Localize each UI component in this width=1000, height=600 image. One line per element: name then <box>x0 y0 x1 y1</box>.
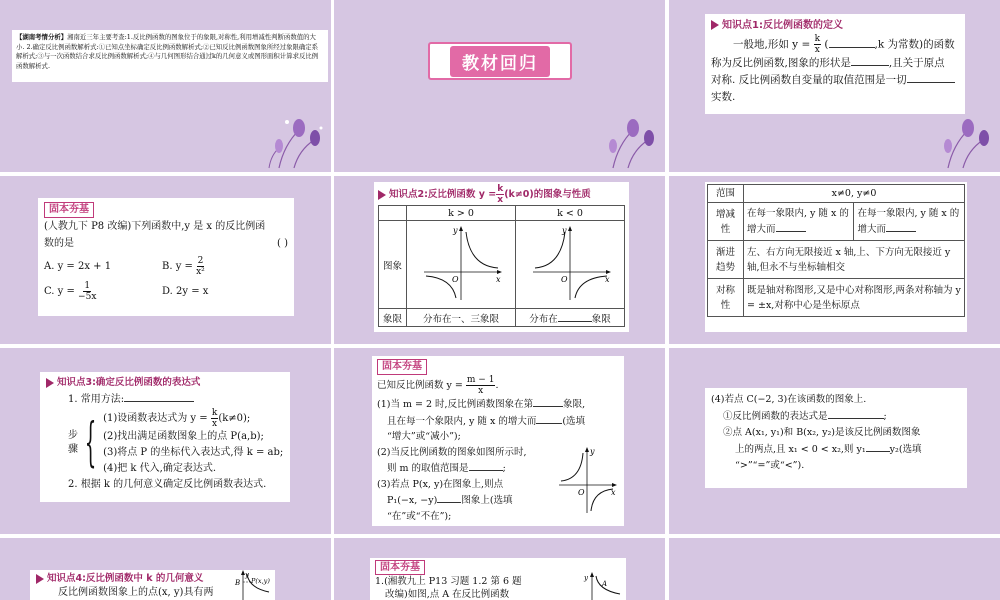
part-4-a: ①反比例函数的表达式是 <box>723 411 828 422</box>
method-2: 2. 根据 k 的几何意义确定反比例函数表达式. <box>68 479 267 490</box>
axis-y-label: y <box>245 571 249 579</box>
point-p-label: P(x,y) <box>251 577 270 585</box>
row-label-symmetry: 对称性 <box>708 279 744 317</box>
slide-8[interactable] <box>334 348 665 534</box>
axis-x-label: x <box>611 487 616 497</box>
question-text-1: (人教九下 P8 改编)下列函数中,y 是 x 的反比例函 <box>44 221 266 232</box>
column-k-negative: k < 0 <box>516 206 625 221</box>
kp2-title-prefix: 知识点2:反比例函数 y = <box>389 189 497 200</box>
kp1-line3: 对称. 反比例函数自变量的取值范围是一切 <box>711 74 907 86</box>
slide-5[interactable] <box>334 176 665 344</box>
arrow-right-icon <box>46 378 54 388</box>
kp3-title: 知识点3:确定反比例函数的表达式 <box>57 377 201 388</box>
blank-on-graph[interactable] <box>437 492 461 503</box>
exam-analysis-box <box>12 30 328 82</box>
point-b-label: B <box>235 579 241 587</box>
kp1-title: 知识点1:反比例函数的定义 <box>722 20 843 31</box>
blank-compare[interactable] <box>866 441 890 452</box>
monotonicity-left: 在每一象限内, y 随 x 的增大而 <box>744 203 854 241</box>
part-4-b-line-3: “>”“=”或“<”). <box>735 460 805 471</box>
exercise-continued-box: (4)若点 C(−2, 3)在该函数的图象上. ①反比例函数的表达式是 ; ②点 A(x₁, y₁)和 B(x₂, y₂)是该反比例函数图象 上的两点,且 x₁ < 0 < x₂,则 y₁ y₂(选填 “>”“=”或“<”). <box>705 388 967 488</box>
row-label-range: 范围 <box>708 185 744 203</box>
row-label-quadrant: 象限 <box>379 309 407 327</box>
review-banner-text: 教材回归 <box>462 53 538 74</box>
part-2-line-2: 则 m 的取值范围是 <box>387 463 469 474</box>
axis-x-label: x <box>605 275 610 284</box>
slide-4[interactable] <box>0 176 331 344</box>
exercise-hyperbola-graph <box>557 445 619 515</box>
asymptote-value: 左、右方向无限接近 x 轴,上、下方向无限接近 y 轴,但永不与坐标轴相交 <box>744 241 965 279</box>
properties-table-box <box>705 182 967 332</box>
review-banner <box>428 42 572 80</box>
exercise-3-line-1: 1.(湘教九上 P13 习题 1.2 第 6 题 <box>375 576 522 587</box>
consolidate-badge: 固本夯基 <box>375 560 425 575</box>
axis-x-label: x <box>496 275 501 284</box>
blank-quadrant-1[interactable] <box>533 396 563 407</box>
answer-paren[interactable]: ( ) <box>277 238 288 249</box>
row-label-graph: 图象 <box>379 221 407 309</box>
part-3-line-1: (3)若点 P(x, y)在图象上,则点 <box>377 478 504 490</box>
blank-condition[interactable] <box>829 37 875 48</box>
slide-1[interactable] <box>0 0 331 172</box>
flower-decoration-icon <box>928 110 998 170</box>
knowledge-point-4-box <box>30 570 275 600</box>
exam-analysis-text: 湘南近三年主要考查:1.反比例函数的图象位于的象限,对称性,利用增减性判断函数值的大小. 2.确定反比例函数解析式:①已知点坐标确定反比例函数解析式;②已知反比例函数图象所经过象限确定系解析式;③与一次函数结合求反比例函数解析式;④与几何图形结合通过k的几何意义或图形面积计算求反比例函数解析式. <box>16 33 319 70</box>
axis-y-label: y <box>453 226 458 235</box>
part-4-intro: (4)若点 C(−2, 3)在该函数的图象上. <box>711 394 867 405</box>
knowledge-point-1-box: 知识点1:反比例函数的定义 一般地,形如 y = $\frac{k}{x}$ ( ,k 为常数)的函数 称为反比例函数,图象的形状是 ,且关于原点 对称. 反比例函数自变量的取值范围是一切 实数. <box>705 14 965 114</box>
option-d[interactable]: D. 2y = x <box>162 285 209 297</box>
exercise-box-3 <box>370 558 626 600</box>
step-3: (3)将点 P 的坐标代入表达式,得 k = ab; <box>103 447 284 458</box>
slide-7[interactable] <box>0 348 331 534</box>
exercise-intro: 已知反比例函数 y = <box>377 380 463 391</box>
kp1-line4: 实数. <box>711 91 736 103</box>
part-1-line-1: (1)当 m = 2 时,反比例函数图象在第 <box>377 399 534 410</box>
option-a[interactable]: A. y = 2x + 1 <box>44 260 112 272</box>
part-4-b-line-2: 上的两点,且 x₁ < 0 < x₂,则 y₁ <box>735 444 866 455</box>
question-text-2: 数的是 <box>44 238 74 249</box>
properties-table <box>707 184 965 317</box>
point-a-graph <box>582 572 622 600</box>
steps-label: 步骤 <box>68 429 78 455</box>
row-label-asymptote: 渐进趋势 <box>708 241 744 279</box>
consolidate-badge: 固本夯基 <box>377 359 427 375</box>
blank-monotonicity-right[interactable] <box>886 221 916 232</box>
quadrant-k-positive: 分布在一、三象限 <box>407 309 516 327</box>
brace-icon: { <box>84 412 97 473</box>
blank-shape[interactable] <box>851 55 889 66</box>
method-label: 1. 常用方法: <box>68 394 125 405</box>
option-c[interactable]: C. y = $\frac{1}{-5x}$ <box>44 280 97 302</box>
slide-2[interactable] <box>334 0 665 172</box>
step-2: (2)找出满足函数图象上的点 P(a,b); <box>103 431 264 442</box>
part-2-line-1: (2)当反比例函数的图象如图所示时, <box>377 446 527 458</box>
knowledge-point-2-box: 知识点2:反比例函数 y = $\frac{k}{x}$ (k≠0)的图象与性质 k > 0 k < 0 图象 x y O x y O 象限 分布在一、三象限 分布在 象限 <box>374 182 629 332</box>
quadrant-k-negative: 分布在 象限 <box>516 309 625 327</box>
blank-quadrant[interactable] <box>558 311 592 322</box>
kp1-line2-a: 称为反比例函数,图象的形状是 <box>711 57 851 69</box>
slide-10[interactable] <box>0 538 331 600</box>
graph-k-negative <box>516 221 625 309</box>
point-a-label: A <box>602 580 608 588</box>
origin-label: O <box>578 487 585 497</box>
blank-trend[interactable] <box>536 413 562 424</box>
origin-label: O <box>561 275 568 284</box>
flower-decoration-icon <box>259 110 329 170</box>
k-geometry-graph <box>229 570 273 600</box>
step-4: (4)把 k 代入,确定表达式. <box>103 463 217 474</box>
step-1: (1)设函数表达式为 y = <box>103 413 208 424</box>
range-value: x≠0, y≠0 <box>744 185 965 203</box>
blank-method[interactable] <box>124 391 194 402</box>
option-b[interactable]: B. y = $\frac{2}{\text{x²}}$ <box>162 255 205 277</box>
monotonicity-right: 在每一象限内, y 随 x 的增大而 <box>854 203 965 241</box>
flower-decoration-icon <box>593 110 663 170</box>
exercise-box <box>38 198 294 316</box>
origin-label: O <box>452 275 459 284</box>
part-1-line-3: “增大”或“减小”); <box>387 431 461 442</box>
blank-m-range[interactable] <box>469 460 503 471</box>
part-1-line-2: 且在每一个象限内, y 随 x 的增大而 <box>387 415 537 427</box>
part-3-line-3: “在”或“不在”); <box>387 510 452 522</box>
kp4-line-1: 反比例函数图象上的点(x, y)具有两 <box>58 587 214 598</box>
axis-y-label: y <box>584 574 588 582</box>
blank-monotonicity-left[interactable] <box>776 221 806 232</box>
blank-domain[interactable] <box>907 72 955 83</box>
axis-y-label: y <box>590 446 595 456</box>
slide-6[interactable] <box>669 176 1000 344</box>
graph-k-positive <box>407 221 516 309</box>
kp4-title: 知识点4:反比例函数中 k 的几何意义 <box>47 573 204 584</box>
kp2-title-suffix: (k≠0)的图象与性质 <box>504 189 591 200</box>
slide-12[interactable] <box>669 538 1000 600</box>
symmetry-value: 既是轴对称图形,又是中心对称图形,两条对称轴为 y = ±x,对称中心是坐标原点 <box>744 279 965 317</box>
point-p1: P₁(−x, −y) <box>387 495 438 506</box>
blank-expression[interactable] <box>828 408 884 419</box>
arrow-right-icon <box>36 574 44 584</box>
graph-properties-table <box>378 205 625 327</box>
arrow-right-icon <box>378 190 386 200</box>
slide-9[interactable] <box>669 348 1000 534</box>
hyperbola-k-negative-graph <box>525 222 615 304</box>
hyperbola-k-positive-graph <box>416 222 506 304</box>
arrow-right-icon <box>711 20 719 30</box>
exercise-box-2: 固本夯基 已知反比例函数 y = $\frac{m - 1}{x}$ . (1)当 m = 2 时,反比例函数图象在第 象限, 且在每一个象限内, y 随 x 的增大而 (选填 “增大”或“减小”); (2)当反比例函数的图象如图所示时, 则 m 的取值范围是 ; (3)若点 P(x, y)在图象上,则点 P₁(−x, −y) 图象上(选填 “在”或“不在”); x y O <box>372 356 624 526</box>
kp1-line1-a: 一般地,形如 y = <box>733 38 811 51</box>
fraction-k-over-x: $\frac{k}{x}$ <box>814 34 821 55</box>
column-k-positive: k > 0 <box>407 206 516 221</box>
slide-11[interactable] <box>334 538 665 600</box>
exam-analysis-label: 【湖南考情分析】 <box>16 33 68 41</box>
part-4-b-line-1: ②点 A(x₁, y₁)和 B(x₂, y₂)是该反比例函数图象 <box>723 427 921 438</box>
consolidate-badge: 固本夯基 <box>44 202 94 218</box>
axis-y-label: y <box>562 226 567 235</box>
slide-3[interactable] <box>669 0 1000 172</box>
exercise-3-line-2: 改编)如图,点 A 在反比例函数 <box>385 589 510 600</box>
row-label-monotonicity: 增减性 <box>708 203 744 241</box>
knowledge-point-3-box: 知识点3:确定反比例函数的表达式 1. 常用方法: 步骤 { (1)设函数表达式为 y = $\frac{k}{x}$ (k≠0); (2)找出满足函数图象上的点 P(a,b); (3)将点 P 的坐标代入表达式,得 k = ab; (4)把 k 代入,确定表达式. 2. 根据 k 的几何意义确定反比例函数表达式. <box>40 372 290 502</box>
